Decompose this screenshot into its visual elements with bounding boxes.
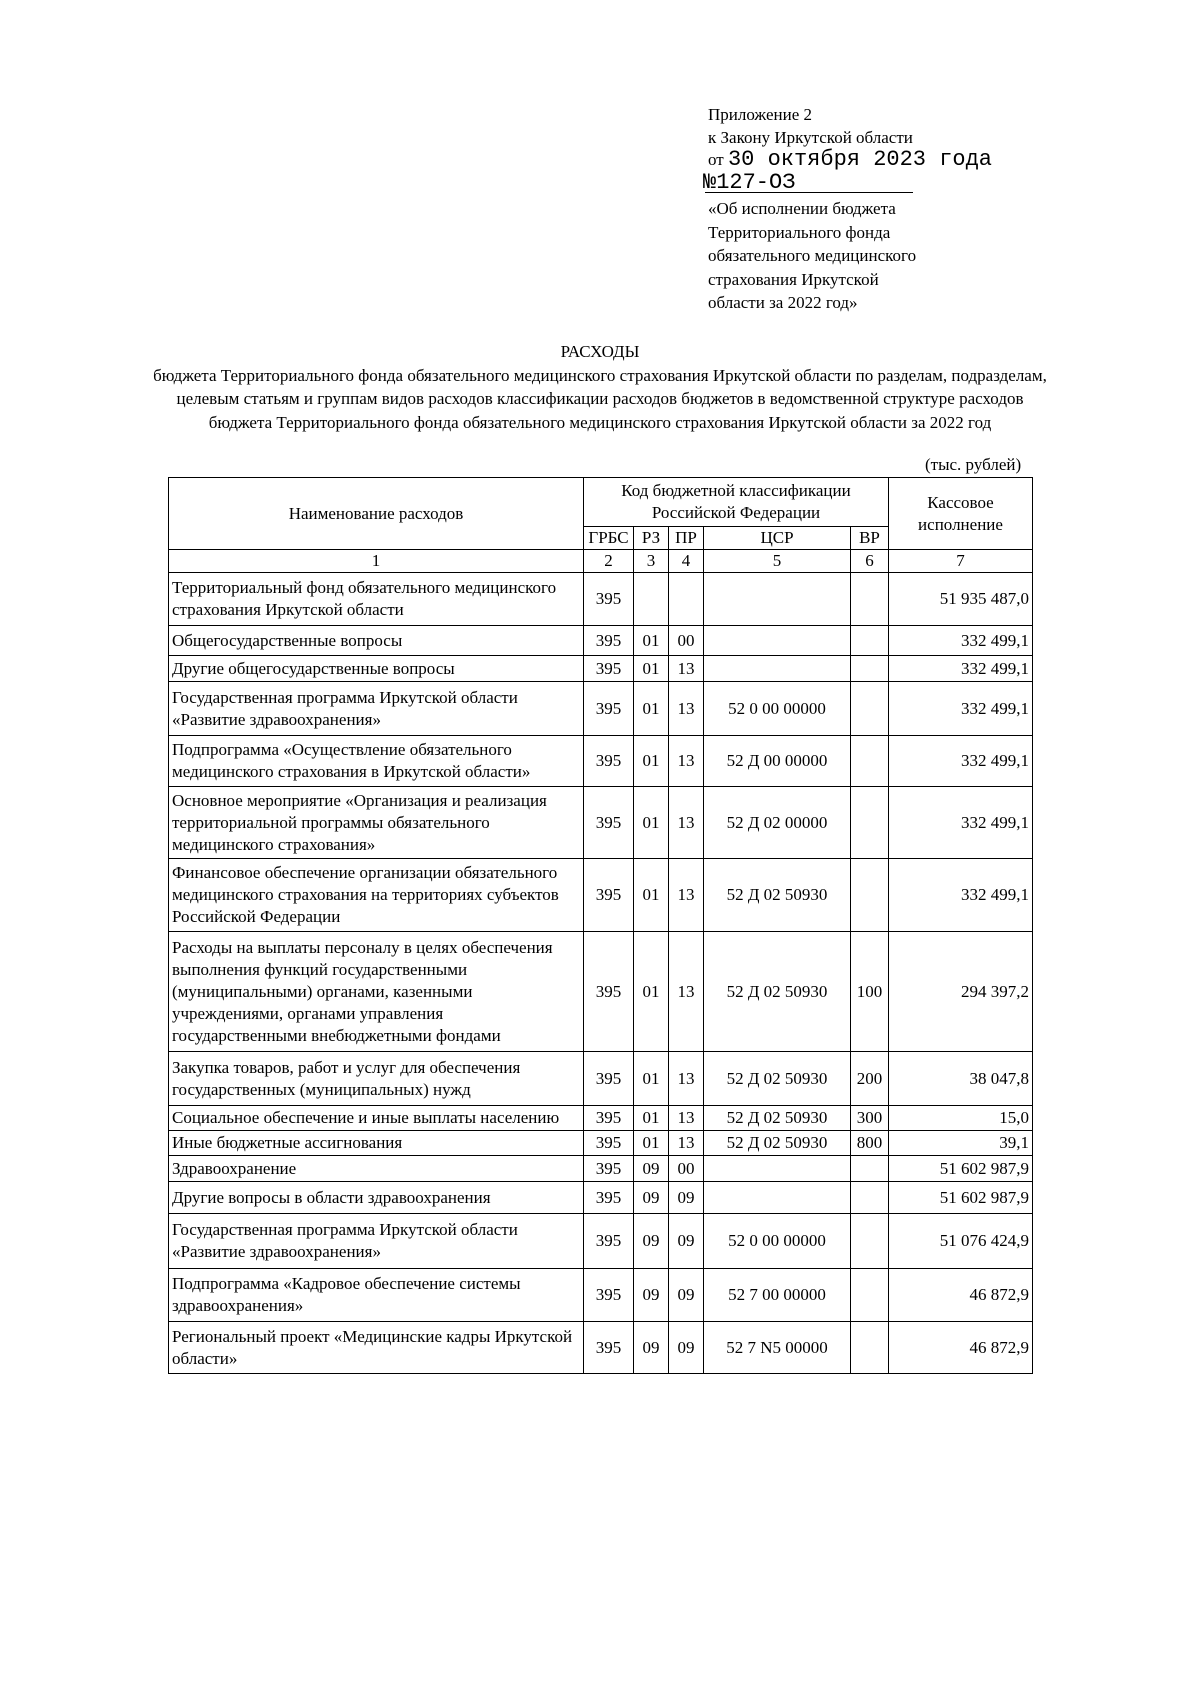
cell-amount: 38 047,8 (889, 1052, 1033, 1106)
cell-grbs: 395 (584, 1214, 634, 1269)
cell-name: Другие общегосударственные вопросы (169, 656, 584, 682)
table-row (169, 573, 1033, 626)
cell-grbs: 395 (584, 1156, 634, 1182)
cell-pr: 13 (669, 1052, 704, 1106)
cell-vr: 300 (851, 1106, 889, 1131)
cell-grbs: 395 (584, 932, 634, 1052)
cell-amount: 46 872,9 (889, 1322, 1033, 1374)
cell-vr: 800 (851, 1131, 889, 1156)
cell-vr (851, 573, 889, 626)
header-pr: ПР (669, 527, 704, 550)
cell-grbs: 395 (584, 1052, 634, 1106)
law-reference: к Закону Иркутской области (708, 127, 913, 147)
col-num: 3 (634, 550, 669, 573)
cell-amount: 294 397,2 (889, 932, 1033, 1052)
table-row (169, 1052, 1033, 1106)
cell-pr: 00 (669, 626, 704, 656)
cell-name: Здравоохранение (169, 1156, 584, 1182)
table-row (169, 1106, 1033, 1131)
cell-amount: 332 499,1 (889, 787, 1033, 859)
cell-rz: 01 (634, 932, 669, 1052)
table-row (169, 1156, 1033, 1182)
cell-pr (669, 573, 704, 626)
cell-grbs: 395 (584, 1322, 634, 1374)
expenses-table (168, 477, 1033, 1374)
cell-csr (704, 626, 851, 656)
cell-csr: 52 7 00 00000 (704, 1269, 851, 1322)
table-row (169, 1214, 1033, 1269)
subject-line: «Об исполнении бюджета (708, 199, 896, 218)
cell-csr: 52 7 N5 00000 (704, 1322, 851, 1374)
cell-vr: 200 (851, 1052, 889, 1106)
cell-vr (851, 1182, 889, 1214)
cell-csr (704, 1156, 851, 1182)
cell-csr (704, 1182, 851, 1214)
cell-vr (851, 787, 889, 859)
cell-name: Территориальный фонд обязательного медицинского страхования Иркутской области (169, 573, 584, 626)
from-label: от (708, 150, 724, 169)
units-label: (тыс. рублей) (925, 455, 1022, 474)
cell-vr (851, 1156, 889, 1182)
col-num: 7 (889, 550, 1033, 573)
col-num: 4 (669, 550, 704, 573)
cell-rz: 09 (634, 1156, 669, 1182)
date-value: 30 октября 2023 года (727, 147, 993, 172)
cell-pr: 13 (669, 682, 704, 736)
divider (705, 192, 913, 193)
cell-rz: 09 (634, 1322, 669, 1374)
col-num: 5 (704, 550, 851, 573)
cell-grbs: 395 (584, 1182, 634, 1214)
cell-grbs: 395 (584, 656, 634, 682)
cell-amount: 46 872,9 (889, 1269, 1033, 1322)
cell-csr: 52 Д 02 50930 (704, 932, 851, 1052)
cell-pr: 09 (669, 1322, 704, 1374)
header-grbs: ГРБС (584, 527, 634, 550)
cell-csr: 52 Д 00 00000 (704, 736, 851, 787)
cell-rz: 01 (634, 859, 669, 932)
table-row (169, 787, 1033, 859)
cell-pr: 13 (669, 656, 704, 682)
law-date (708, 149, 992, 172)
header-name: Наименование расходов (169, 478, 584, 550)
cell-pr: 13 (669, 1131, 704, 1156)
cell-name: Расходы на выплаты персоналу в целях обеспечения выполнения функций государственными (муниципальными) органами, казенными учреждениями, органами управления государственными внебюджетными фондами (169, 932, 584, 1052)
law-number: №127-ОЗ (703, 169, 796, 195)
header-rz: РЗ (634, 527, 669, 550)
cell-vr (851, 656, 889, 682)
table-row (169, 656, 1033, 682)
table-row (169, 682, 1033, 736)
cell-csr: 52 Д 02 00000 (704, 787, 851, 859)
cell-rz: 09 (634, 1214, 669, 1269)
cell-rz: 01 (634, 682, 669, 736)
cell-grbs: 395 (584, 859, 634, 932)
cell-amount: 332 499,1 (889, 626, 1033, 656)
appendix-label: Приложение 2 (708, 105, 812, 124)
cell-amount: 51 076 424,9 (889, 1214, 1033, 1269)
table-row (169, 1322, 1033, 1374)
cell-rz: 01 (634, 656, 669, 682)
cell-amount: 332 499,1 (889, 859, 1033, 932)
cell-pr: 00 (669, 1156, 704, 1182)
table-row (169, 932, 1033, 1052)
cell-amount: 51 602 987,9 (889, 1156, 1033, 1182)
cell-vr (851, 1214, 889, 1269)
table-row (169, 736, 1033, 787)
appendix-header (703, 104, 993, 195)
cell-csr: 52 Д 02 50930 (704, 1052, 851, 1106)
cell-rz: 01 (634, 1052, 669, 1106)
cell-name: Общегосударственные вопросы (169, 626, 584, 656)
cell-name: Государственная программа Иркутской области «Развитие здравоохранения» (169, 1214, 584, 1269)
cell-name: Социальное обеспечение и иные выплаты населению (169, 1106, 584, 1131)
cell-vr (851, 682, 889, 736)
cell-grbs: 395 (584, 1269, 634, 1322)
cell-name: Иные бюджетные ассигнования (169, 1131, 584, 1156)
cell-rz (634, 573, 669, 626)
table-row (169, 859, 1033, 932)
header-vr: ВР (851, 527, 889, 550)
cell-rz: 09 (634, 1182, 669, 1214)
cell-name: Подпрограмма «Осуществление обязательного медицинского страхования в Иркутской области» (169, 736, 584, 787)
title-heading: РАСХОДЫ (560, 342, 640, 361)
cell-vr (851, 859, 889, 932)
header-amount: Кассовое исполнение (889, 478, 1033, 550)
cell-rz: 01 (634, 736, 669, 787)
cell-pr: 13 (669, 932, 704, 1052)
cell-name: Другие вопросы в области здравоохранения (169, 1182, 584, 1214)
header-csr: ЦСР (704, 527, 851, 550)
cell-pr: 09 (669, 1182, 704, 1214)
cell-vr (851, 1322, 889, 1374)
table-row (169, 626, 1033, 656)
cell-grbs: 395 (584, 626, 634, 656)
cell-csr: 52 0 00 00000 (704, 1214, 851, 1269)
table-row (169, 1269, 1033, 1322)
cell-name: Закупка товаров, работ и услуг для обеспечения государственных (муниципальных) нужд (169, 1052, 584, 1106)
table-row (169, 1131, 1033, 1156)
title-text: бюджета Территориального фонда обязательного медицинского страхования Иркутской области по разделам, подразделам, целевым статьям и группам видов расходов классификации расходов бюджетов в ведомственной структуре расходов бюджета Территориального фонда обязательного медицинского страхования Иркутской области за 2022 год (153, 365, 1047, 432)
cell-vr (851, 736, 889, 787)
cell-pr: 13 (669, 787, 704, 859)
cell-pr: 09 (669, 1214, 704, 1269)
cell-grbs: 395 (584, 1106, 634, 1131)
header-code: Код бюджетной классификации Российской Федерации (584, 478, 889, 527)
law-subject (708, 197, 916, 315)
document-title (150, 340, 1050, 434)
cell-vr (851, 1269, 889, 1322)
col-num: 6 (851, 550, 889, 573)
cell-csr: 52 Д 02 50930 (704, 1106, 851, 1131)
subject-line: Территориального фонда (708, 222, 891, 242)
col-num: 2 (584, 550, 634, 573)
cell-csr: 52 Д 02 50930 (704, 859, 851, 932)
cell-name: Финансовое обеспечение организации обязательного медицинского страхования на территориях субъектов Российской Федерации (169, 859, 584, 932)
cell-name: Подпрограмма «Кадровое обеспечение системы здравоохранения» (169, 1269, 584, 1322)
cell-grbs: 395 (584, 1131, 634, 1156)
column-numbers-row (169, 550, 1033, 573)
cell-rz: 01 (634, 787, 669, 859)
cell-csr (704, 656, 851, 682)
subject-line: страхования Иркутской (708, 269, 879, 289)
subject-line: области за 2022 год» (708, 293, 858, 312)
cell-amount: 332 499,1 (889, 736, 1033, 787)
cell-rz: 01 (634, 626, 669, 656)
cell-rz: 01 (634, 1106, 669, 1131)
cell-name: Государственная программа Иркутской области «Развитие здравоохранения» (169, 682, 584, 736)
cell-name: Региональный проект «Медицинские кадры Иркутской области» (169, 1322, 584, 1374)
cell-amount: 332 499,1 (889, 656, 1033, 682)
cell-csr: 52 Д 02 50930 (704, 1131, 851, 1156)
cell-rz: 01 (634, 1131, 669, 1156)
cell-amount: 332 499,1 (889, 682, 1033, 736)
cell-vr (851, 626, 889, 656)
cell-pr: 13 (669, 1106, 704, 1131)
cell-csr (704, 573, 851, 626)
col-num: 1 (169, 550, 584, 573)
cell-amount: 51 602 987,9 (889, 1182, 1033, 1214)
cell-pr: 13 (669, 736, 704, 787)
cell-grbs: 395 (584, 736, 634, 787)
cell-grbs: 395 (584, 787, 634, 859)
cell-rz: 09 (634, 1269, 669, 1322)
cell-pr: 13 (669, 859, 704, 932)
cell-pr: 09 (669, 1269, 704, 1322)
cell-vr: 100 (851, 932, 889, 1052)
cell-name: Основное мероприятие «Организация и реализация территориальной программы обязательного медицинского страхования» (169, 787, 584, 859)
subject-line: обязательного медицинского (708, 246, 917, 265)
cell-amount: 51 935 487,0 (889, 573, 1033, 626)
cell-grbs: 395 (584, 573, 634, 626)
cell-grbs: 395 (584, 682, 634, 736)
table-row (169, 1182, 1033, 1214)
cell-amount: 15,0 (889, 1106, 1033, 1131)
cell-csr: 52 0 00 00000 (704, 682, 851, 736)
cell-amount: 39,1 (889, 1131, 1033, 1156)
